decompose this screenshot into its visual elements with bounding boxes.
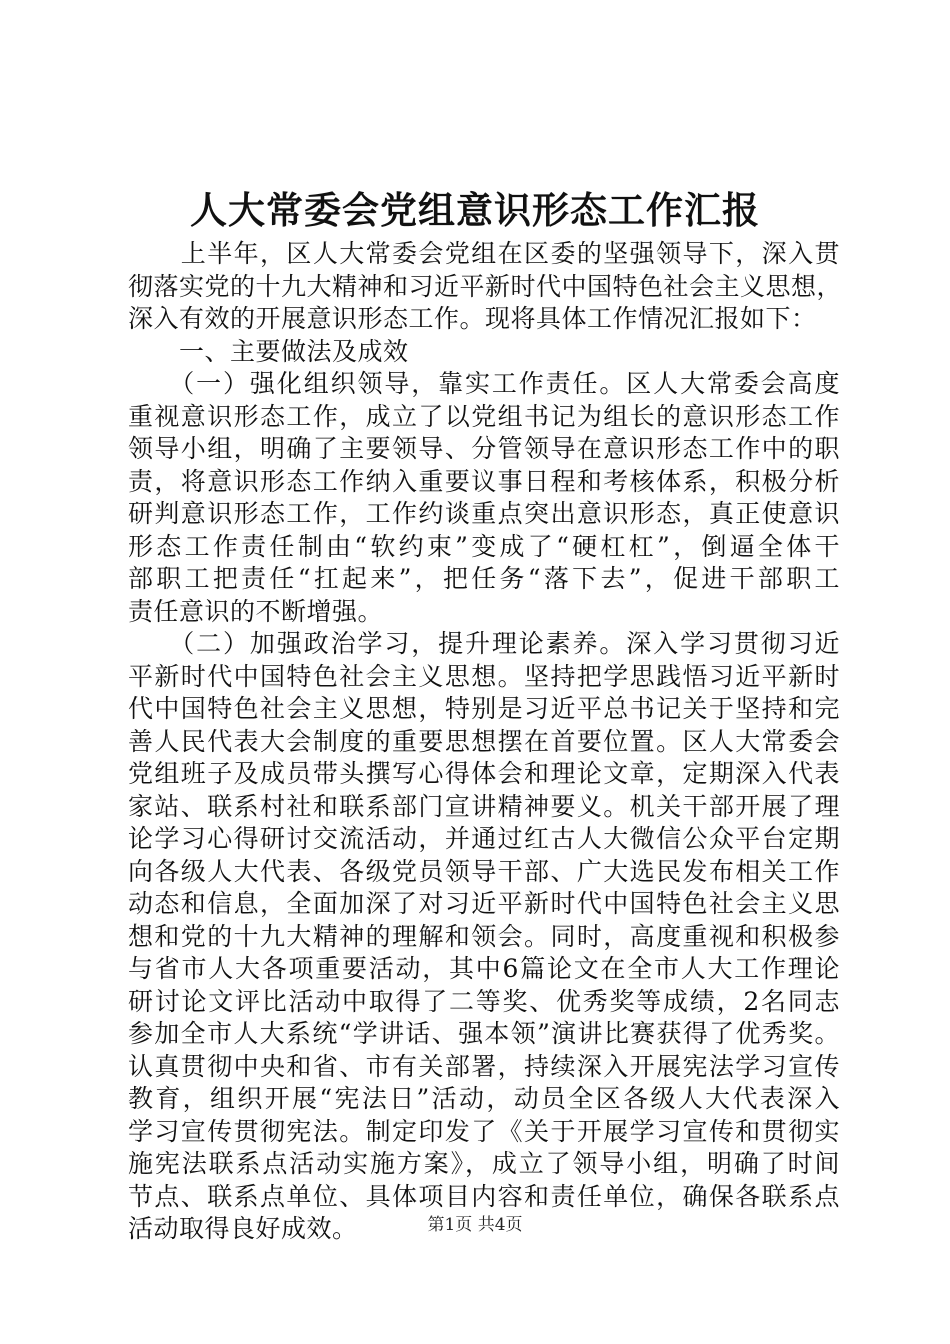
text-line: 责，将意识形态工作纳入重要议事日程和考核体系，积极分析 <box>128 466 840 496</box>
text-line: 动态和信息，全面加深了对习近平新时代中国特色社会主义思 <box>128 889 840 918</box>
text-line: 深入有效的开展意识形态工作。现将具体工作情况汇报如下： <box>128 304 817 333</box>
text-line: 节点、联系点单位、具体项目内容和责任单位，确保各联系点 <box>128 1181 840 1211</box>
text-line: 认真贯彻中央和省、市有关部署，持续深入开展宪法学习宣传 <box>128 1051 840 1081</box>
text-line: 参加全市人大系统“学讲话、强本领”演讲比赛获得了优秀奖。 <box>128 1019 840 1048</box>
page-footer: 第1页 共4页 <box>427 1215 523 1235</box>
text-line: 施宪法联系点活动实施方案》，成立了领导小组，明确了时间 <box>128 1149 840 1178</box>
text-line: 研讨论文评比活动中取得了二等奖、优秀奖等成绩，2名同志 <box>128 986 840 1016</box>
text-line: 论学习心得研讨交流活动，并通过红古人大微信公众平台定期 <box>128 824 840 853</box>
text-line: 代中国特色社会主义思想，特别是习近平总书记关于坚持和完 <box>128 694 840 723</box>
text-line: （一）强化组织领导，靠实工作责任。区人大常委会高度 <box>128 369 840 398</box>
text-line: 家站、联系村社和联系部门宣讲精神要义。机关干部开展了理 <box>128 791 840 821</box>
text-line: 党组班子及成员带头撰写心得体会和理论文章，定期深入代表 <box>128 759 840 788</box>
text-line: 与省市人大各项重要活动，其中6篇论文在全市人大工作理论 <box>128 954 840 983</box>
text-line: 彻落实党的十九大精神和习近平新时代中国特色社会主义思想， <box>128 271 843 301</box>
text-line: 学习宣传贯彻宪法。制定印发了《关于开展学习宣传和贯彻实 <box>128 1116 840 1146</box>
text-line: 教育，组织开展“宪法日”活动，动员全区各级人大代表深入 <box>128 1084 840 1113</box>
text-line: 向各级人大代表、各级党员领导干部、广大选民发布相关工作 <box>128 856 840 886</box>
text-line: 形态工作责任制由“软约束”变成了“硬杠杠”，倒逼全体干 <box>128 531 840 561</box>
text-line: （二）加强政治学习，提升理论素养。深入学习贯彻习近 <box>128 629 840 658</box>
text-line: 想和党的十九大精神的理解和领会。同时，高度重视和积极参 <box>128 921 840 951</box>
text-line: 重视意识形态工作，成立了以党组书记为组长的意识形态工作 <box>128 401 840 431</box>
document-body <box>128 238 843 1246</box>
text-line: 上半年，区人大常委会党组在区委的坚强领导下，深入贯 <box>128 239 840 268</box>
text-line: 善人民代表大会制度的重要思想摆在首要位置。区人大常委会 <box>128 726 840 756</box>
text-line: 责任意识的不断增强。 <box>128 596 384 626</box>
text-line: 研判意识形态工作，工作约谈重点突出意识形态，真正使意识 <box>128 499 840 528</box>
text-line: 活动取得良好成效。 <box>128 1214 358 1243</box>
text-line: 部职工把责任“扛起来”，把任务“落下去”，促进干部职工 <box>128 564 840 593</box>
text-line: 一、主要做法及成效 <box>128 336 409 366</box>
text-line: 领导小组，明确了主要领导、分管领导在意识形态工作中的职 <box>128 434 840 463</box>
document-title: 人大常委会党组意识形态工作汇报 <box>190 188 760 232</box>
text-line: 平新时代中国特色社会主义思想。坚持把学思践悟习近平新时 <box>128 661 840 691</box>
